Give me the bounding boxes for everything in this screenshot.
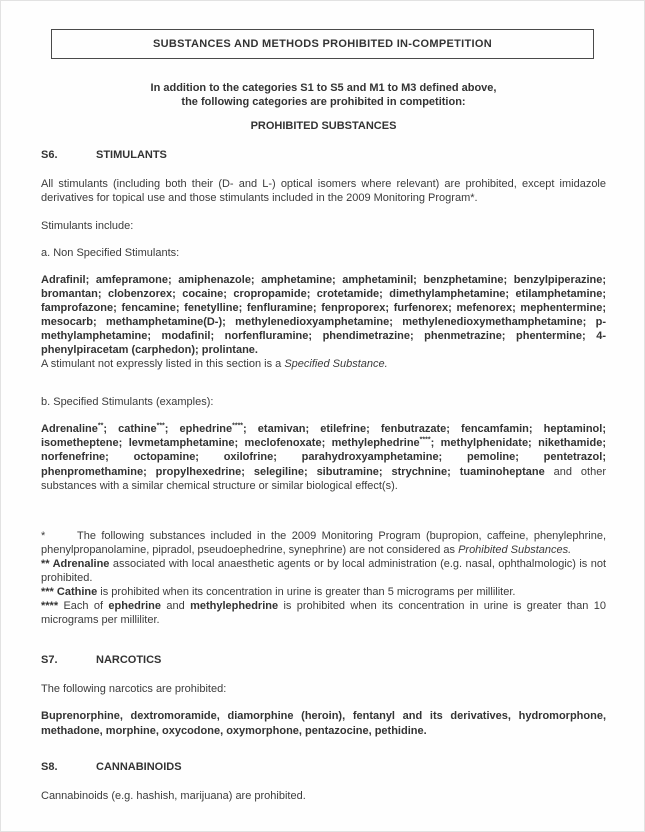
prohibited-substances-title: PROHIBITED SUBSTANCES	[250, 120, 397, 133]
s6-specified-list	[41, 422, 606, 492]
footnote-2	[41, 557, 606, 585]
footnote-4-text: is prohibited when its concentration in urine is greater than 10 micrograms per milliliter.	[41, 600, 606, 627]
footnote-3-text: is prohibited when its concentration in urine is greater than 5 micrograms per milliliter.	[97, 586, 516, 599]
s6-b-label: b. Specified Stimulants (examples):	[41, 396, 214, 409]
footnote-4-marker: ****	[41, 600, 59, 613]
section-s8-heading	[41, 760, 606, 774]
s6-specified-note-text: A stimulant not expressly listed in this section is a	[41, 358, 285, 371]
section-s8-title: CANNABINOIDS	[96, 760, 182, 773]
s6-specified-note	[41, 357, 606, 371]
footnote-1-italic: Prohibited Substances.	[458, 543, 572, 556]
s6-intro-paragraph: All stimulants (including both their (D- and L-) optical isomers where relevant) are prohibited, except imidazole derivatives for topical use and those stimulants included in the 2009 Monitoring Program*.	[41, 178, 606, 205]
boxed-title-text: SUBSTANCES AND METHODS PROHIBITED IN-COMPETITION	[153, 38, 492, 50]
s6-specified-note-italic: Specified Substance.	[284, 358, 388, 371]
footnote-3	[41, 585, 606, 599]
s6-include-line: Stimulants include:	[41, 219, 134, 232]
b-list-seg-1: Adrenaline	[41, 423, 98, 436]
s8-text: Cannabinoids (e.g. hashish, marijuana) are prohibited.	[41, 789, 306, 802]
footnote-1	[41, 529, 606, 557]
section-s7-number: S7.	[41, 654, 58, 667]
section-s6-number: S6.	[41, 149, 58, 162]
footnote-4	[41, 599, 606, 627]
b-list-footnote-ref-4: ****	[419, 436, 431, 444]
b-list-seg-5: ; methylphenidate; nikethamide; norfenefrine; octopamine; oxilofrine; parahydroxyamphetamine; pemoline; pentetrazol; phenpromethamine; propylhexedrine; selegiline; sibutramine; strychnine; tuaminoheptane	[41, 437, 606, 478]
footnote-4-lead: Each of	[58, 600, 109, 613]
b-list-footnote-ref-2: ***	[156, 422, 165, 430]
footnote-2-text: associated with local anaesthetic agents or by local administration (e.g. nasal, ophthalmologic) is not prohibited.	[41, 557, 606, 584]
intro-paragraph	[41, 81, 606, 109]
section-s7-title: NARCOTICS	[96, 654, 162, 667]
footnote-4-bold-1: ephedrine	[108, 600, 161, 613]
footnote-2-bold: ** Adrenaline	[41, 557, 110, 570]
intro-line-1: In addition to the categories S1 to S5 and M1 to M3 defined above,	[150, 82, 497, 95]
b-list-tail-text: and other substances with a similar chemical structure or similar biological effect(s).	[41, 465, 606, 492]
s6-non-specified-list: Adrafinil; amfepramone; amiphenazole; amphetamine; amphetaminil; benzphetamine; benzylpiperazine; bromantan; clobenzorex; cocaine; cropropamide; crotetamide; dimethylamphetamine; etilamphetamine; famprofazone; fencamine; fenetylline; fenfluramine; fenproporex; furfenorex; mefenorex; mephentermine; mesocarb; methamphetamine(D-); methylenedioxyamphetamine; methylenedioxymethamphetamine; p-methylamphetamine; modafinil; norfenfluramine; phendimetrazine; phenmetrazine; phentermine; 4-phenylpiracetam (carphedon); prolintane.	[41, 273, 606, 357]
footnote-3-bold: *** Cathine	[41, 586, 98, 599]
footnote-4-bold-2: methylephedrine	[190, 600, 279, 613]
section-s8-number: S8.	[41, 760, 58, 773]
footnote-4-mid: and	[161, 600, 191, 613]
section-s6-heading	[41, 148, 606, 162]
intro-line-2: the following categories are prohibited in competition:	[181, 96, 466, 109]
boxed-title	[51, 29, 594, 59]
b-list-seg-4: ; etamivan; etilefrine; fenbutrazate; fencamfamin; heptaminol; isometheptene; levmetamphetamine; meclofenoxate; methylephedrine	[41, 423, 606, 450]
section-s6-title: STIMULANTS	[96, 149, 167, 162]
b-list-seg-2: ; cathine	[103, 423, 157, 436]
footnotes	[41, 529, 606, 628]
section-s7-heading	[41, 653, 606, 667]
b-list-seg-3: ; ephedrine	[164, 423, 233, 436]
s6-a-label: a. Non Specified Stimulants:	[41, 246, 180, 259]
footnote-1-text: The following substances included in the 2009 Monitoring Program (bupropion, caffeine, phenylephrine, phenylpropanolamine, pipradol, pseudoephedrine, synephrine) are not considered as	[41, 529, 606, 556]
b-list-footnote-ref-1: **	[97, 422, 104, 430]
footnote-1-marker: *	[41, 529, 46, 542]
b-list-footnote-ref-3: ****	[232, 422, 244, 430]
s7-narcotics-list: Buprenorphine, dextromoramide, diamorphine (heroin), fentanyl and its derivatives, hydromorphone, methadone, morphine, oxycodone, oxymorphone, pentazocine, pethidine.	[41, 710, 606, 737]
s6-non-specified-block	[41, 273, 606, 372]
s7-intro-paragraph: The following narcotics are prohibited:	[41, 683, 227, 696]
